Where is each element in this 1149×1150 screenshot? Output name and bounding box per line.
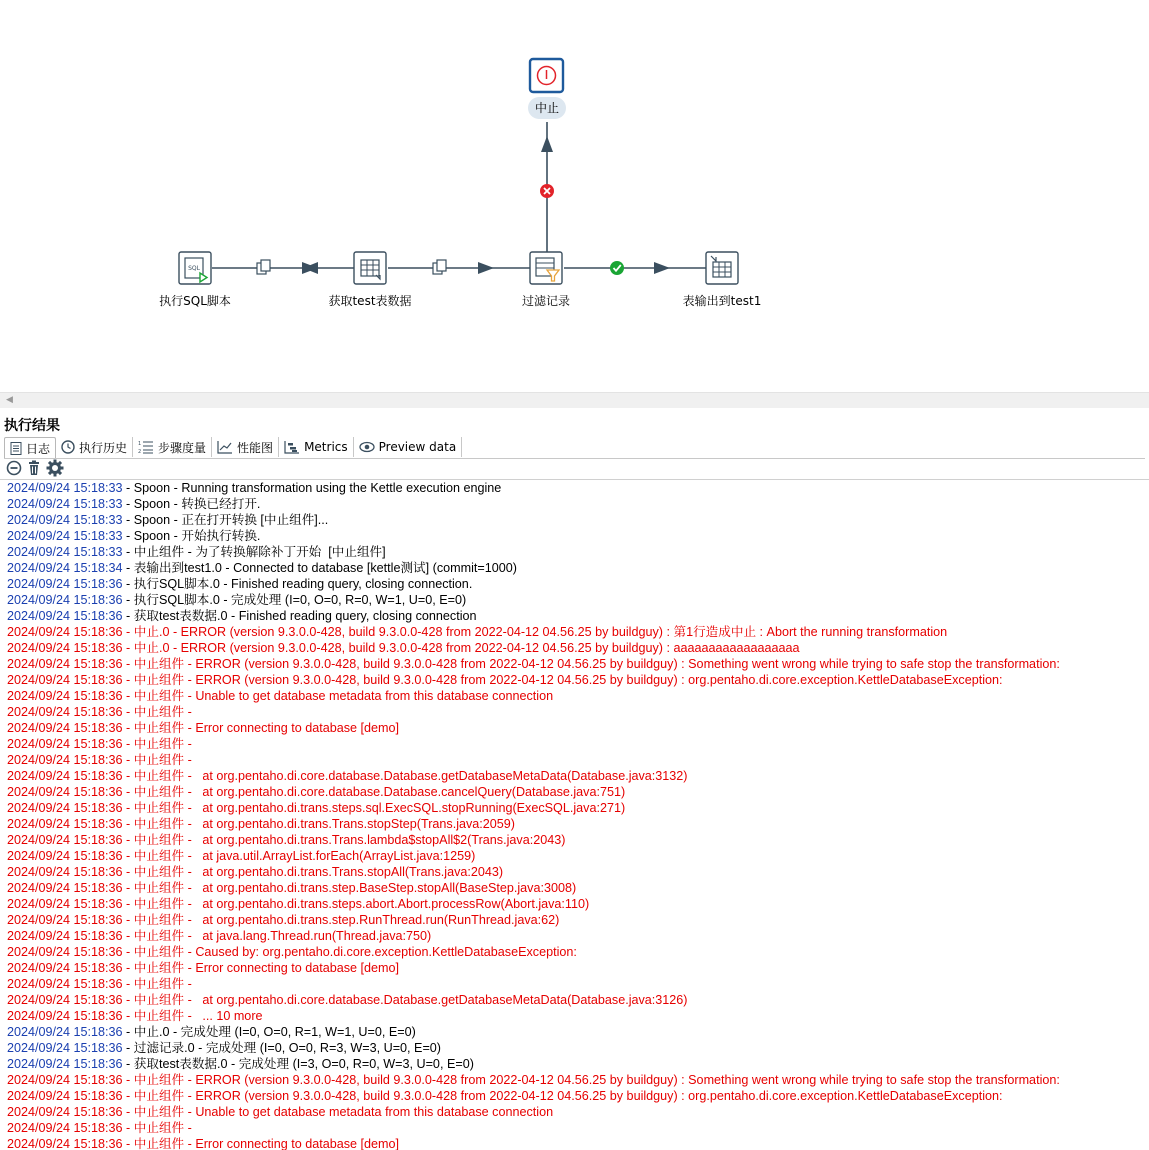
log-line xyxy=(0,624,1149,640)
log-line xyxy=(0,768,1149,784)
log-line xyxy=(0,720,1149,736)
svg-text:SQL: SQL xyxy=(188,265,200,272)
log-timestamp: 2024/09/24 15:18:33 xyxy=(7,481,123,495)
log-line xyxy=(0,640,1149,656)
log-message: - 中止组件 - xyxy=(122,737,196,751)
log-output[interactable] xyxy=(0,479,1149,1150)
tab-log[interactable] xyxy=(4,437,56,458)
scroll-left-icon[interactable]: ◀ xyxy=(6,395,13,405)
log-line xyxy=(0,496,1149,512)
gear-icon[interactable] xyxy=(46,459,64,480)
log-line xyxy=(0,1008,1149,1024)
step-exec-sql[interactable] xyxy=(179,252,211,284)
step-abort[interactable] xyxy=(530,59,563,92)
tab-label: Metrics xyxy=(304,440,348,454)
canvas-horizontal-scrollbar[interactable] xyxy=(0,392,1149,408)
log-line xyxy=(0,816,1149,832)
log-message: - 中止组件 - ... 10 more xyxy=(122,1009,263,1023)
log-message: - 中止组件 - at org.pentaho.di.trans.Trans.stopStep(Trans.java:2059) xyxy=(122,817,516,831)
log-timestamp: 2024/09/24 15:18:36 xyxy=(7,785,123,799)
step-label-table-input: 获取test表数据 xyxy=(328,294,412,308)
log-timestamp: 2024/09/24 15:18:36 xyxy=(7,737,123,751)
tab-step-metrics[interactable] xyxy=(133,437,212,457)
log-message: - 中止组件 - Error connecting to database [demo] xyxy=(122,961,400,975)
svg-text:1: 1 xyxy=(138,441,142,447)
results-tabs xyxy=(4,437,1145,459)
hop-get-to-filter[interactable] xyxy=(388,262,530,274)
tab-metrics[interactable] xyxy=(279,437,354,457)
log-timestamp: 2024/09/24 15:18:36 xyxy=(7,1137,123,1150)
log-line xyxy=(0,736,1149,752)
log-timestamp: 2024/09/24 15:18:36 xyxy=(7,865,123,879)
tab-label: 执行历史 xyxy=(79,440,128,455)
log-timestamp: 2024/09/24 15:18:36 xyxy=(7,817,123,831)
log-message: - 中止组件 - ERROR (version 9.3.0.0-428, build 9.3.0.0-428 from 2022-04-12 04.56.25 by buildguy) : org.pentaho.di.core.exception.KettleDatabaseException: xyxy=(122,1089,1003,1103)
tab-history[interactable] xyxy=(56,437,133,457)
hop-filter-to-output[interactable] xyxy=(564,261,706,275)
log-message: - 中止组件 - at org.pentaho.di.trans.Trans.lambda$stopAll$2(Trans.java:2043) xyxy=(122,833,566,847)
log-line xyxy=(0,656,1149,672)
step-label-exec-sql: 执行SQL脚本 xyxy=(159,294,231,308)
log-icon xyxy=(10,442,22,455)
hop-filter-to-abort[interactable] xyxy=(540,122,554,252)
svg-text:2: 2 xyxy=(138,449,142,454)
log-timestamp: 2024/09/24 15:18:36 xyxy=(7,577,123,591)
tab-label: 性能图 xyxy=(237,440,274,455)
log-line xyxy=(0,848,1149,864)
log-message: - 中止组件 - Unable to get database metadata from this database connection xyxy=(122,689,554,703)
log-message: - 过滤记录.0 - 完成处理 (I=0, O=0, R=3, W=3, U=0, E=0) xyxy=(122,1041,441,1055)
copy-rows-icon xyxy=(257,260,270,274)
log-message: - 中止组件 - at org.pentaho.di.trans.step.RunThread.run(RunThread.java:62) xyxy=(122,913,560,927)
tab-label: 日志 xyxy=(26,441,51,456)
log-line xyxy=(0,608,1149,624)
tab-label: Preview data xyxy=(378,440,457,454)
log-message: - Spoon - 转换已经打开. xyxy=(122,497,261,511)
log-timestamp: 2024/09/24 15:18:36 xyxy=(7,849,123,863)
log-message: - Spoon - Running transformation using the Kettle execution engine xyxy=(122,481,502,495)
step-table-input[interactable] xyxy=(354,252,386,284)
log-line xyxy=(0,992,1149,1008)
log-timestamp: 2024/09/24 15:18:36 xyxy=(7,881,123,895)
log-message: - 中止组件 - Error connecting to database [demo] xyxy=(122,721,400,735)
step-label-abort: 中止 xyxy=(528,97,566,119)
log-line xyxy=(0,1024,1149,1040)
metrics-icon xyxy=(284,440,300,454)
log-line xyxy=(0,976,1149,992)
log-line xyxy=(0,512,1149,528)
log-message: - 中止组件 - at org.pentaho.di.core.database.Database.cancelQuery(Database.java:751) xyxy=(122,785,626,799)
line-chart-icon xyxy=(217,440,233,454)
log-line xyxy=(0,528,1149,544)
log-message: - 中止组件 - at org.pentaho.di.core.database.Database.getDatabaseMetaData(Database.java:3132) xyxy=(122,769,688,783)
log-message: - 中止.0 - ERROR (version 9.3.0.0-428, build 9.3.0.0-428 from 2022-04-12 04.56.25 by buildguy) : aaaaaaaaaaaaaaaaaa xyxy=(122,641,800,655)
hop-diagram xyxy=(0,0,1149,392)
log-message: - Spoon - 开始执行转换. xyxy=(122,529,261,543)
log-message: - 中止组件 - xyxy=(122,753,196,767)
log-line xyxy=(0,752,1149,768)
log-line xyxy=(0,960,1149,976)
log-line xyxy=(0,544,1149,560)
hop-exec-to-get[interactable] xyxy=(212,262,354,274)
log-timestamp: 2024/09/24 15:18:36 xyxy=(7,625,123,639)
log-timestamp: 2024/09/24 15:18:36 xyxy=(7,1089,123,1103)
results-panel-title: 执行结果 xyxy=(4,418,60,434)
log-message: - 中止组件 - ERROR (version 9.3.0.0-428, build 9.3.0.0-428 from 2022-04-12 04.56.25 by buildguy) : Something went wrong while trying to safe stop the transformation: xyxy=(122,1073,1060,1087)
log-line xyxy=(0,480,1149,496)
log-line xyxy=(0,560,1149,576)
log-message: - 中止组件 - ERROR (version 9.3.0.0-428, build 9.3.0.0-428 from 2022-04-12 04.56.25 by buildguy) : org.pentaho.di.core.exception.KettleDatabaseException: xyxy=(122,673,1003,687)
log-timestamp: 2024/09/24 15:18:36 xyxy=(7,641,123,655)
log-timestamp: 2024/09/24 15:18:33 xyxy=(7,529,123,543)
log-timestamp: 2024/09/24 15:18:36 xyxy=(7,897,123,911)
log-message: - 获取test表数据.0 - 完成处理 (I=3, O=0, R=0, W=3, U=0, E=0) xyxy=(122,1057,474,1071)
log-timestamp: 2024/09/24 15:18:36 xyxy=(7,801,123,815)
log-timestamp: 2024/09/24 15:18:34 xyxy=(7,561,123,575)
log-message: - 中止组件 - xyxy=(122,1121,196,1135)
log-timestamp: 2024/09/24 15:18:36 xyxy=(7,753,123,767)
log-line xyxy=(0,1136,1149,1150)
log-line xyxy=(0,672,1149,688)
log-message: - 表输出到test1.0 - Connected to database [kettle测试] (commit=1000) xyxy=(122,561,517,575)
log-timestamp: 2024/09/24 15:18:33 xyxy=(7,497,123,511)
log-message: - 中止组件 - at java.lang.Thread.run(Thread.java:750) xyxy=(122,929,432,943)
trash-icon[interactable] xyxy=(26,460,42,479)
log-message: - 中止组件 - Unable to get database metadata from this database connection xyxy=(122,1105,554,1119)
log-timestamp: 2024/09/24 15:18:36 xyxy=(7,977,123,991)
log-message: - 执行SQL脚本.0 - 完成处理 (I=0, O=0, R=0, W=1, U=0, E=0) xyxy=(122,593,467,607)
log-timestamp: 2024/09/24 15:18:36 xyxy=(7,913,123,927)
log-timestamp: 2024/09/24 15:18:36 xyxy=(7,929,123,943)
log-timestamp: 2024/09/24 15:18:36 xyxy=(7,961,123,975)
log-message: - 中止组件 - at org.pentaho.di.trans.Trans.stopAll(Trans.java:2043) xyxy=(122,865,504,879)
transformation-canvas[interactable] xyxy=(0,0,1149,392)
log-timestamp: 2024/09/24 15:18:36 xyxy=(7,657,123,671)
log-timestamp: 2024/09/24 15:18:36 xyxy=(7,1073,123,1087)
log-timestamp: 2024/09/24 15:18:36 xyxy=(7,833,123,847)
log-line xyxy=(0,1072,1149,1088)
log-message: - 执行SQL脚本.0 - Finished reading query, closing connection. xyxy=(122,577,473,591)
log-line xyxy=(0,912,1149,928)
log-message: - 中止组件 - xyxy=(122,977,196,991)
log-timestamp: 2024/09/24 15:18:36 xyxy=(7,945,123,959)
log-line xyxy=(0,1104,1149,1120)
stop-icon[interactable] xyxy=(6,460,22,479)
log-line xyxy=(0,688,1149,704)
copy-rows-icon xyxy=(433,260,446,274)
log-line xyxy=(0,1088,1149,1104)
log-line xyxy=(0,592,1149,608)
log-timestamp: 2024/09/24 15:18:36 xyxy=(7,721,123,735)
log-message: - 中止组件 - at java.util.ArrayList.forEach(ArrayList.java:1259) xyxy=(122,849,476,863)
log-timestamp: 2024/09/24 15:18:36 xyxy=(7,1057,123,1071)
log-message: - 获取test表数据.0 - Finished reading query, closing connection xyxy=(122,609,477,623)
log-timestamp: 2024/09/24 15:18:36 xyxy=(7,609,123,623)
log-timestamp: 2024/09/24 15:18:36 xyxy=(7,1121,123,1135)
log-timestamp: 2024/09/24 15:18:33 xyxy=(7,545,123,559)
log-line xyxy=(0,928,1149,944)
tab-preview-data[interactable] xyxy=(354,437,463,457)
log-message: - 中止.0 - 完成处理 (I=0, O=0, R=1, W=1, U=0, E=0) xyxy=(122,1025,416,1039)
log-message: - 中止组件 - Error connecting to database [demo] xyxy=(122,1137,400,1150)
log-message: - 中止.0 - ERROR (version 9.3.0.0-428, build 9.3.0.0-428 from 2022-04-12 04.56.25 by buildguy) : 第1行造成中止 : Abort the running transformation xyxy=(122,625,948,639)
log-timestamp: 2024/09/24 15:18:36 xyxy=(7,769,123,783)
log-line xyxy=(0,1040,1149,1056)
tab-performance-graph[interactable] xyxy=(212,437,279,457)
log-line xyxy=(0,864,1149,880)
log-line xyxy=(0,800,1149,816)
eye-icon xyxy=(359,441,375,453)
log-message: - 中止组件 - 为了转换解除补丁开始 [中止组件] xyxy=(122,545,386,559)
log-timestamp: 2024/09/24 15:18:36 xyxy=(7,1025,123,1039)
log-line xyxy=(0,576,1149,592)
log-line xyxy=(0,1056,1149,1072)
log-message: - 中止组件 - Caused by: org.pentaho.di.core.exception.KettleDatabaseException: xyxy=(122,945,577,959)
log-line xyxy=(0,784,1149,800)
log-timestamp: 2024/09/24 15:18:36 xyxy=(7,673,123,687)
log-timestamp: 2024/09/24 15:18:36 xyxy=(7,1105,123,1119)
step-filter-rows[interactable] xyxy=(530,252,562,284)
log-timestamp: 2024/09/24 15:18:36 xyxy=(7,689,123,703)
log-timestamp: 2024/09/24 15:18:36 xyxy=(7,593,123,607)
log-message: - 中止组件 - xyxy=(122,705,196,719)
log-message: - Spoon - 正在打开转换 [中止组件]... xyxy=(122,513,329,527)
log-timestamp: 2024/09/24 15:18:36 xyxy=(7,705,123,719)
log-line xyxy=(0,704,1149,720)
clock-icon xyxy=(61,440,75,454)
log-timestamp: 2024/09/24 15:18:36 xyxy=(7,993,123,1007)
log-line xyxy=(0,896,1149,912)
log-line xyxy=(0,944,1149,960)
log-timestamp: 2024/09/24 15:18:36 xyxy=(7,1041,123,1055)
list-numbered-icon xyxy=(138,440,154,454)
log-line xyxy=(0,1120,1149,1136)
step-label-filter-rows: 过滤记录 xyxy=(521,294,571,308)
log-message: - 中止组件 - at org.pentaho.di.core.database.Database.getDatabaseMetaData(Database.java:3126) xyxy=(122,993,688,1007)
log-toolbar xyxy=(6,460,64,478)
log-message: - 中止组件 - at org.pentaho.di.trans.step.BaseStep.stopAll(BaseStep.java:3008) xyxy=(122,881,577,895)
log-message: - 中止组件 - at org.pentaho.di.trans.steps.sql.ExecSQL.stopRunning(ExecSQL.java:271) xyxy=(122,801,626,815)
tab-label: 步骤度量 xyxy=(158,440,207,455)
log-timestamp: 2024/09/24 15:18:33 xyxy=(7,513,123,527)
log-line xyxy=(0,832,1149,848)
step-label-table-output: 表输出到test1 xyxy=(682,294,762,308)
log-timestamp: 2024/09/24 15:18:36 xyxy=(7,1009,123,1023)
log-line xyxy=(0,880,1149,896)
step-table-output[interactable] xyxy=(706,252,738,284)
log-message: - 中止组件 - ERROR (version 9.3.0.0-428, build 9.3.0.0-428 from 2022-04-12 04.56.25 by buildguy) : Something went wrong while trying to safe stop the transformation: xyxy=(122,657,1060,671)
log-message: - 中止组件 - at org.pentaho.di.trans.steps.abort.Abort.processRow(Abort.java:110) xyxy=(122,897,590,911)
